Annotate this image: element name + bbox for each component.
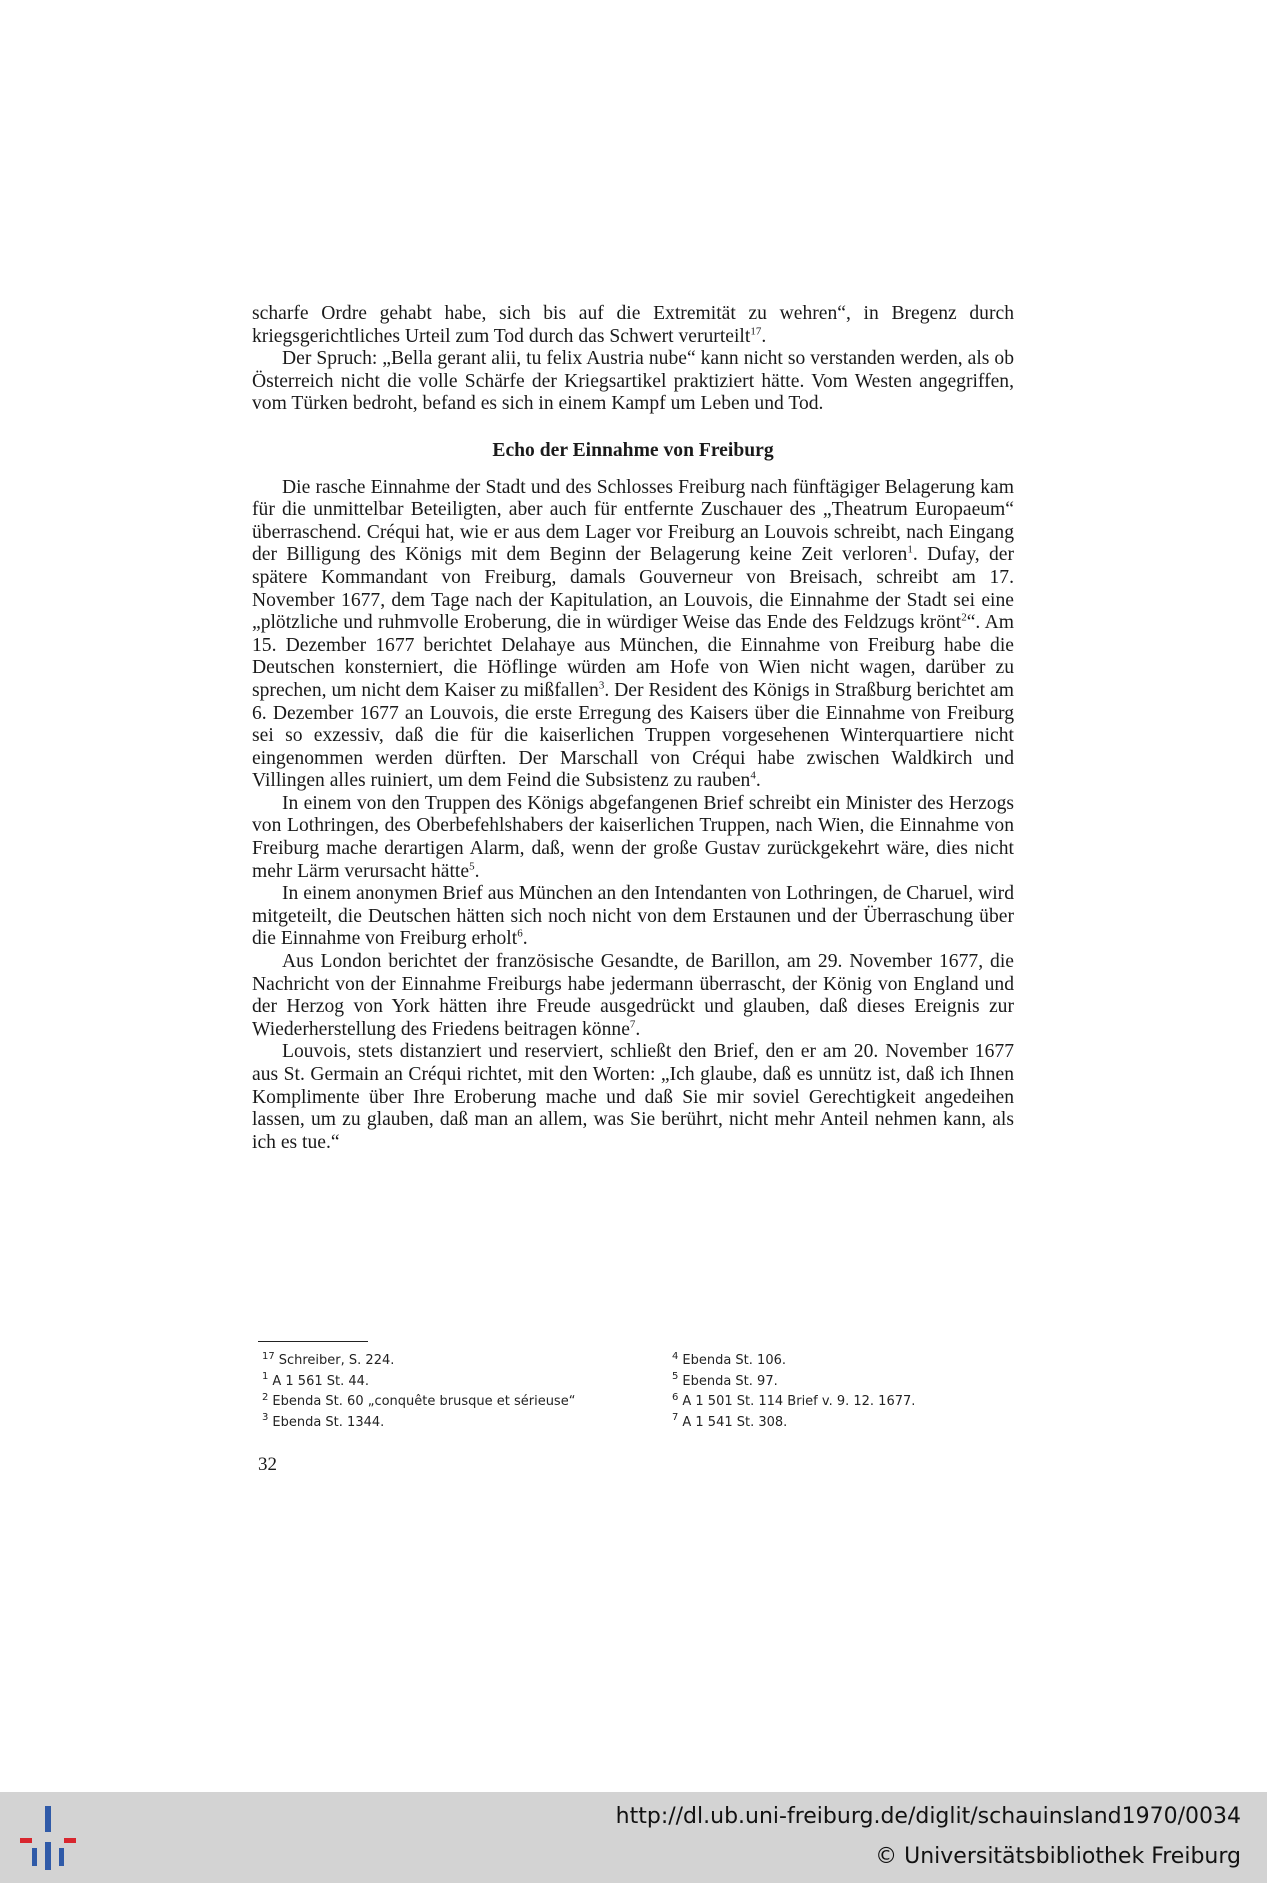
page-number: 32 (258, 1454, 277, 1475)
footer-copyright: © Universitätsbibliothek Freiburg (875, 1844, 1241, 1869)
paragraph-3: In einem anonymen Brief aus München an den Intendanten von Lothringen, de Charuel, wird mitgeteilt, die Deutschen hätten sich noch nicht von dem Erstaunen und der Überraschung über die Einnahme von Freiburg erholt$^6$. (252, 883, 1014, 950)
footnote-rule (258, 1341, 368, 1342)
paragraph-5: Louvois, stets distanziert und reserviert, schließt den Brief, den er am 20. November 1677 aus St. Germain an Créqui richtet, mit den Worten: „Ich glaube, daß es unnütz ist, daß ich Ihnen Komplimente über Ihre Eroberung mache und daß Sie mir soviel Gerechtigkeit angedeihen lassen, um zu glauben, daß man an allem, was Sie berührt, nicht mehr Anteil nehmen kann, als ich es tue.“ (252, 1041, 1014, 1153)
paragraph-spruch: Der Spruch: „Bella gerant alii, tu felix Austria nube“ kann nicht so verstanden werden, als ob Österreich nicht die volle Schärfe der Kriegsartikel praktiziert hätte. Vom Westen angegriffen, vom Türken bedroht, befand es sich in einem Kampf um Leben und Tod. (252, 348, 1014, 415)
body-text (252, 303, 1014, 1154)
footnote: $^7$ A 1 541 St. 308. (672, 1412, 788, 1430)
footer-url-link[interactable]: http://dl.ub.uni-freiburg.de/diglit/schauinsland1970/0034 (615, 1804, 1241, 1829)
paragraph-4: Aus London berichtet der französische Gesandte, de Barillon, am 29. November 1677, die Nachricht von der Einnahme Freiburgs habe jedermann überrascht, der König von England und der Herzog von York hätten ihre Freude ausgedrückt und glauben, daß dieses Ereignis zur Wiederherstellung des Friedens beitragen könne$^7$. (252, 951, 1014, 1040)
footnote-ref[interactable]: 6 (517, 927, 523, 940)
footnote: $^3$ Ebenda St. 1344. (262, 1412, 385, 1430)
footnote: $^5$ Ebenda St. 97. (672, 1371, 778, 1389)
paragraph-2: In einem von den Truppen des Königs abgefangenen Brief schreibt ein Minister des Herzogs von Lothringen, des Oberbefehlshabers der kaiserlichen Truppen, nach Wien, die Einnahme von Freiburg mache derartigen Alarm, daß, wenn der große Gustav zurückgekehrt wäre, dies nicht mehr Lärm verursacht hätte$^5$. (252, 792, 1014, 882)
footnotes-left (262, 1351, 662, 1433)
paragraph-1: Die rasche Einnahme der Stadt und des Schlosses Freiburg nach fünftägiger Belagerung kam für die unmittelbar Beteiligten, aber auch für entfernte Zuschauer des „Theatrum Europaeum“ überraschend. Créqui hat, wie er aus dem Lager vor Freiburg an Louvois schreibt, nach Eingang der Billigung des Königs mit dem Beginn der Belagerung keine Zeit verloren$^1$. Dufay, der spätere Kommandant von Freiburg, damals Gouverneur von Breisach, schreibt am 17. November 1677, dem Tage nach der Kapitulation, an Louvois, die Einnahme der Stadt sei eine „plötzliche und ruhmvolle Eroberung, die in würdiger Weise das Ende des Feldzugs krönt$^2$“. Am 15. Dezember 1677 berichtet Delahaye aus München, die Einnahme von Freiburg habe die Deutschen konsterniert, die Höflinge würden am Hofe von Wien nicht wagen, darüber zu sprechen, um nicht dem Kaiser zu mißfallen$^3$. Der Resident des Königs in Straßburg berichtet am 6. Dezember 1677 an Louvois, die erste Erregung des Kaisers über die Einnahme von Freiburg sei so exzessiv, daß die für die kaiserlichen Truppen vorgesehenen Winterquartiere nicht eingenommen werden dürften. Der Marschall von Créqui habe zwischen Waldkirch und Villingen alles ruiniert, um dem Feind die Subsistenz zu rauben$^4$. (252, 476, 1015, 792)
footnote-ref[interactable]: 5 (469, 860, 475, 873)
footnote: $^6$ A 1 501 St. 114 Brief v. 9. 12. 1677. (672, 1391, 916, 1409)
footer-bar (0, 1792, 1267, 1883)
footnote: $^2$ Ebenda St. 60 „conquête brusque et sérieuse“ (262, 1391, 576, 1409)
footnote: $^1$ A 1 561 St. 44. (262, 1371, 370, 1389)
library-logo-icon (16, 1802, 80, 1874)
footnote: $^{17}$ Schreiber, S. 224. (262, 1350, 395, 1368)
section-heading: Echo der Einnahme von Freiburg (492, 439, 774, 461)
footnote-ref[interactable]: 4 (750, 769, 756, 782)
footnote-ref[interactable]: 17 (750, 325, 762, 338)
paragraph-continued: scharfe Ordre gehabt habe, sich bis auf die Extremität zu wehren“, in Bregenz durch kriegsgerichtliches Urteil zum Tod durch das Schwert verurteilt$^{17}$. (252, 303, 1014, 347)
footnote-ref[interactable]: 2 (961, 611, 967, 624)
footnotes-right (672, 1351, 1032, 1433)
footnote-ref[interactable]: 1 (907, 543, 913, 556)
footnote-ref[interactable]: 3 (598, 679, 605, 692)
footnote-ref[interactable]: 7 (629, 1018, 636, 1031)
footnote: $^4$ Ebenda St. 106. (672, 1350, 786, 1368)
